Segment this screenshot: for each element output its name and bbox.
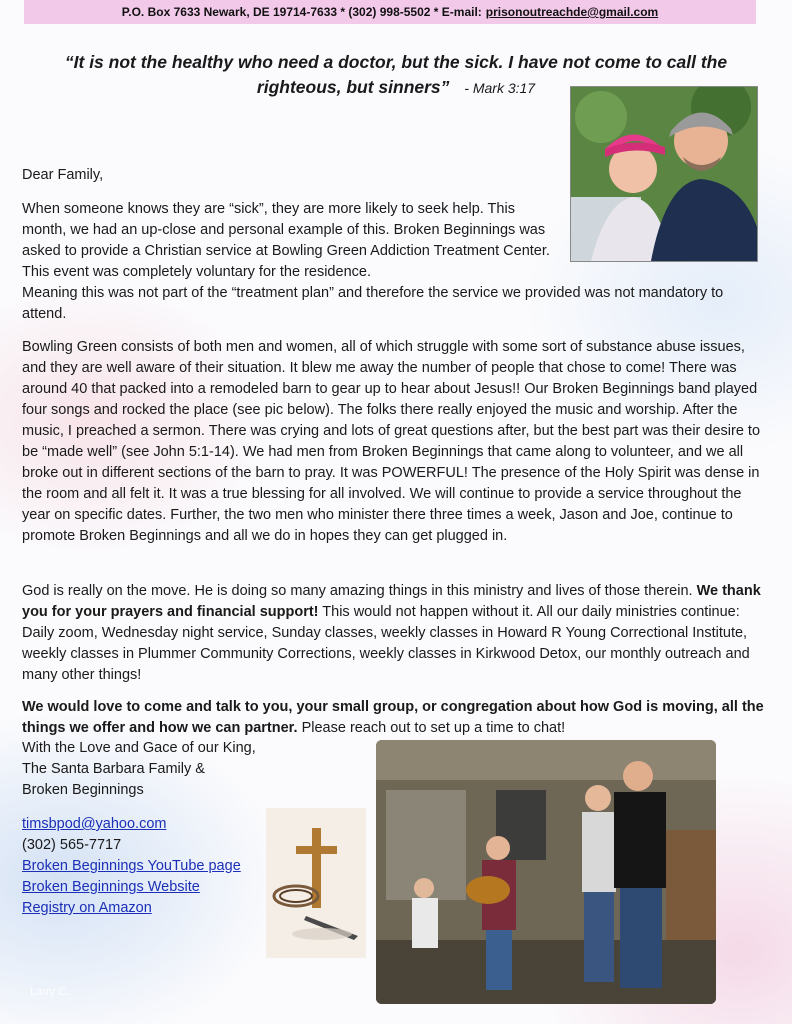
cross-image bbox=[266, 808, 366, 958]
ministry-update-start: God is really on the move. He is doing so many amazing things in this ministry and lives of those therein. bbox=[22, 582, 697, 599]
invitation-bold: We would love to come and talk to you, your small group, or congregation about how God is moving, all the things we offer and how we can partner. bbox=[22, 698, 764, 736]
contact-phone: (302) 565-7717 bbox=[22, 837, 122, 853]
paragraph-intro: When someone knows they are “sick”, they are more likely to seek help. This month, we had an up-close and personal example of this. Broken Beginnings was asked to provide a Christian service at Bowling Green Addiction Treatment Center. This event was completely voluntary for the residence. bbox=[22, 200, 550, 280]
letter-signoff bbox=[22, 738, 322, 801]
quote-reference: - Mark 3:17 bbox=[464, 80, 536, 96]
paragraph-ministry-update bbox=[22, 581, 770, 686]
couple-photo bbox=[570, 86, 758, 262]
contact-list bbox=[22, 814, 282, 919]
couple-photo-illustration bbox=[571, 87, 757, 261]
paragraph-invitation bbox=[22, 697, 770, 739]
ministry-update-end: This would not happen without it. All our daily ministries continue: Daily zoom, Wednesday night service, Sunday classes, weekly classes in Howard R Young Correctional Institute, weekly classes in Plummer Community Corrections, weekly classes in Kirkwood Detox, our monthly outreach and many other things! bbox=[22, 603, 750, 683]
contact-email-link[interactable]: timsbpod@yahoo.com bbox=[22, 816, 167, 832]
thank-you-bold: We thank you for your prayers and financial support! bbox=[22, 582, 761, 620]
header-bar bbox=[24, 0, 756, 24]
band-photo bbox=[376, 740, 716, 1004]
signoff-line-3: Broken Beginnings bbox=[22, 782, 144, 798]
invitation-end: Please reach out to set up a time to chat! bbox=[297, 719, 566, 736]
paragraph-bowling-green: Bowling Green consists of both men and women, all of which struggle with some sort of substance abuse issues, and they are well aware of their situation. It blew me away the number of people that chose to come! There was around 40 that packed into a remodeled barn to gear up to hear about Jesus!! Our Broken Beginnings band played four songs and rocked the place (see pic below). The folks there really enjoyed the music and worship. After the music, I preached a sermon. There was crying and lots of great questions after, but the best part was their desire to be “made well” (see John 5:1-14). We had men from Broken Beginnings that came along to volunteer, and we all broke out in different sections of the barn to pray. It was POWERFUL! The presence of the Holy Spirit was dense in the room and all felt it. It was a true blessing for all involved. We will continue to provide a service throughout the year on specific dates. Further, the two men who minister there three times a week, Jason and Joe, continue to promote Broken Beginnings and all we do in hopes they can get plugged in. bbox=[22, 338, 761, 544]
paragraph-intro-continued: Meaning this was not part of the “treatment plan” and therefore the service we provided was not mandatory to attend. bbox=[22, 284, 724, 322]
quote-text: “It is not the healthy who need a doctor, but the sick. I have not come to call the righteous, but sinners” bbox=[64, 52, 728, 97]
header-email-link[interactable]: prisonoutreachde@gmail.com bbox=[485, 5, 659, 19]
cross-icon bbox=[266, 808, 366, 958]
band-photo-illustration bbox=[376, 740, 716, 1004]
letter-greeting: Dear Family, bbox=[22, 166, 104, 183]
signoff-line-2: The Santa Barbara Family & bbox=[22, 761, 205, 777]
website-link[interactable]: Broken Beginnings Website bbox=[22, 879, 200, 895]
youtube-link[interactable]: Broken Beginnings YouTube page bbox=[22, 858, 241, 874]
signoff-line-1: With the Love and Gace of our King, bbox=[22, 740, 256, 756]
amazon-registry-link[interactable]: Registry on Amazon bbox=[22, 900, 152, 916]
watermark: Larry C... bbox=[30, 986, 76, 998]
header-address: P.O. Box 7633 Newark, DE 19714-7633 * (302) 998-5502 * E-mail: bbox=[121, 5, 482, 19]
